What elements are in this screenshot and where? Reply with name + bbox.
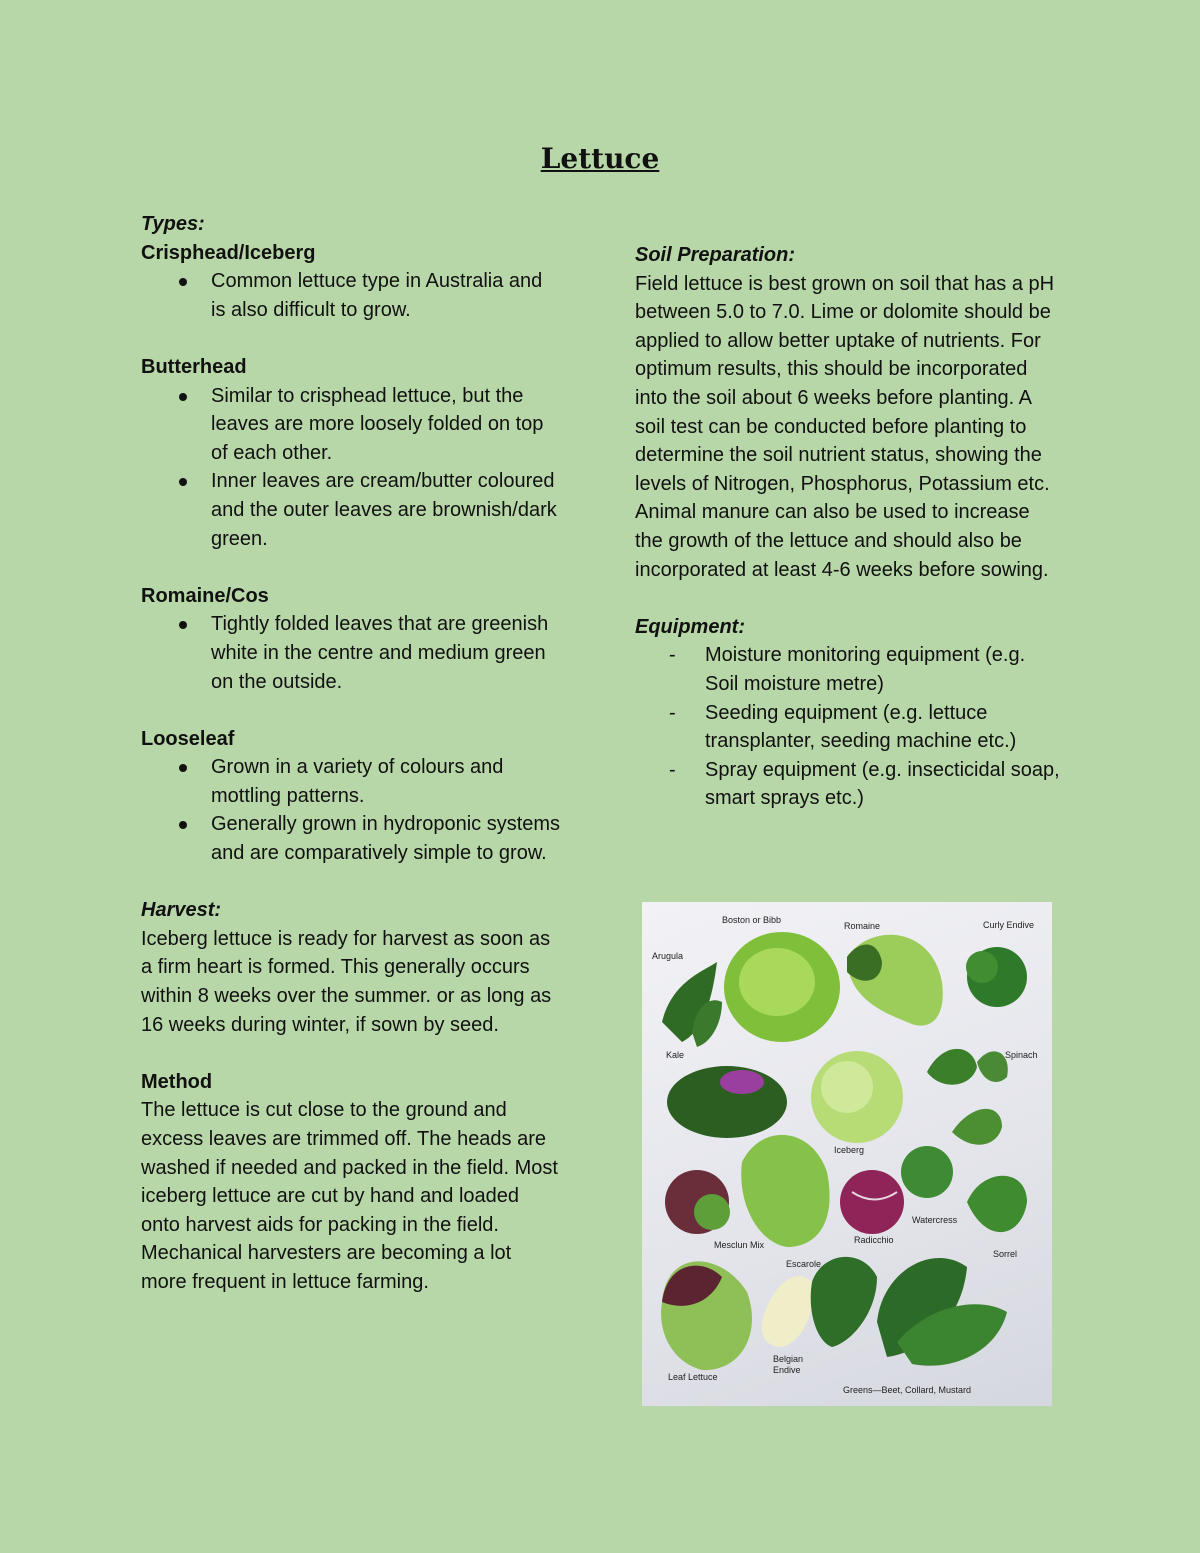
equipment-item-2: - Seeding equipment (e.g. lettuce transplanter, seeding machine etc.) xyxy=(705,699,1060,756)
soil-text: Field lettuce is best grown on soil that has a pH between 5.0 to 7.0. Lime or dolomite should be applied to allow better uptake of nutrients. For optimum results, this should be incorporated into the soil about 6 weeks before planting. A soil test can be conducted before planting to determine the soil nutrient status, showing the levels of Nitrogen, Phosphorus, Potassium etc. Animal manure can also be used to increase the growth of the lettuce and should also be incorporated at least 4-6 weeks before sowing. xyxy=(635,272,1055,581)
method-text: The lettuce is cut close to the ground and excess leaves are trimmed off. The heads are washed if needed and packed in the field. Most iceberg lettuce are cut by hand and loaded onto harvest aids for packing in the field. Mechanical harvesters are becoming a lot more frequent in lettuce farming. xyxy=(141,1099,558,1293)
harvest-label: Harvest: xyxy=(141,899,222,922)
soil-label: Soil Preparation: xyxy=(635,244,796,266)
caption-escarole: Escarole xyxy=(786,1259,822,1269)
spinach-shape xyxy=(927,1049,977,1085)
caption-belgian-1: Belgian xyxy=(773,1354,804,1364)
caption-radicchio: Radicchio xyxy=(854,1235,894,1245)
caption-iceberg: Iceberg xyxy=(834,1145,865,1155)
harvest-text: Iceberg lettuce is ready for harvest as soon as a firm heart is formed. This generally occurs within 8 weeks over the summer. or as long as 16 weeks during winter, if sown by seed. xyxy=(141,927,552,1036)
caption-spinach: Spinach xyxy=(1005,1050,1038,1060)
looseleaf-bullet-1: Grown in a variety of colours and mottling patterns. xyxy=(211,753,561,810)
caption-boston: Boston or Bibb xyxy=(722,915,782,925)
equipment-item-1: - Moisture monitoring equipment (e.g. Soil moisture metre) xyxy=(705,641,1060,698)
escarole-shape xyxy=(741,1135,829,1247)
crisphead-list xyxy=(141,267,561,324)
type-looseleaf-name: Looseleaf xyxy=(141,727,235,750)
crisphead-bullet-1: Common lettuce type in Australia and is also difficult to grow. xyxy=(211,267,561,324)
caption-curly-endive: Curly Endive xyxy=(983,920,1035,930)
butterhead-bullet-2: Inner leaves are cream/butter coloured and the outer leaves are brownish/dark green. xyxy=(211,467,561,553)
looseleaf-list xyxy=(141,753,561,867)
caption-sorrel: Sorrel xyxy=(993,1249,1018,1259)
butterhead-list xyxy=(141,382,561,554)
equipment-item-3: - Spray equipment (e.g. insecticidal soap, smart sprays etc.) xyxy=(705,756,1060,813)
belgian-endive-shape xyxy=(762,1276,813,1347)
page-title: Lettuce xyxy=(540,142,660,175)
lettuce-varieties-illustration xyxy=(642,902,1052,1406)
radicchio-shape xyxy=(840,1170,904,1234)
type-crisphead-name: Crisphead/Iceberg xyxy=(141,241,316,264)
romaine-bullet-1: Tightly folded leaves that are greenish white in the centre and medium green on the outside. xyxy=(211,610,561,696)
types-label: Types: xyxy=(141,213,205,235)
butterhead-bullet-1: Similar to crisphead lettuce, but the leaves are more loosely folded on top of each other. xyxy=(211,382,561,468)
type-romaine-name: Romaine/Cos xyxy=(141,584,269,607)
caption-leaf-lettuce: Leaf Lettuce xyxy=(668,1372,718,1382)
caption-kale: Kale xyxy=(666,1050,685,1060)
caption-arugula: Arugula xyxy=(652,951,684,961)
caption-greens: Greens—Beet, Collard, Mustard xyxy=(843,1385,972,1395)
left-column xyxy=(141,210,561,1297)
equipment-label: Equipment: xyxy=(635,615,745,638)
caption-mesclun: Mesclun Mix xyxy=(714,1240,765,1250)
caption-romaine: Romaine xyxy=(844,921,881,931)
method-label: Method xyxy=(141,1070,213,1093)
looseleaf-bullet-2: Generally grown in hydroponic systems and are comparatively simple to grow. xyxy=(211,810,561,867)
sorrel-shape xyxy=(967,1176,1027,1232)
equipment-list xyxy=(635,641,1060,813)
right-column xyxy=(635,241,1060,813)
caption-belgian-2: Endive xyxy=(773,1365,801,1375)
watercress-shape xyxy=(901,1146,953,1198)
lettuce-varieties-image xyxy=(642,902,1052,1406)
caption-watercress: Watercress xyxy=(912,1215,958,1225)
type-butterhead-name: Butterhead xyxy=(141,355,247,378)
beet-greens-shape xyxy=(811,1257,877,1347)
romaine-list xyxy=(141,610,561,696)
